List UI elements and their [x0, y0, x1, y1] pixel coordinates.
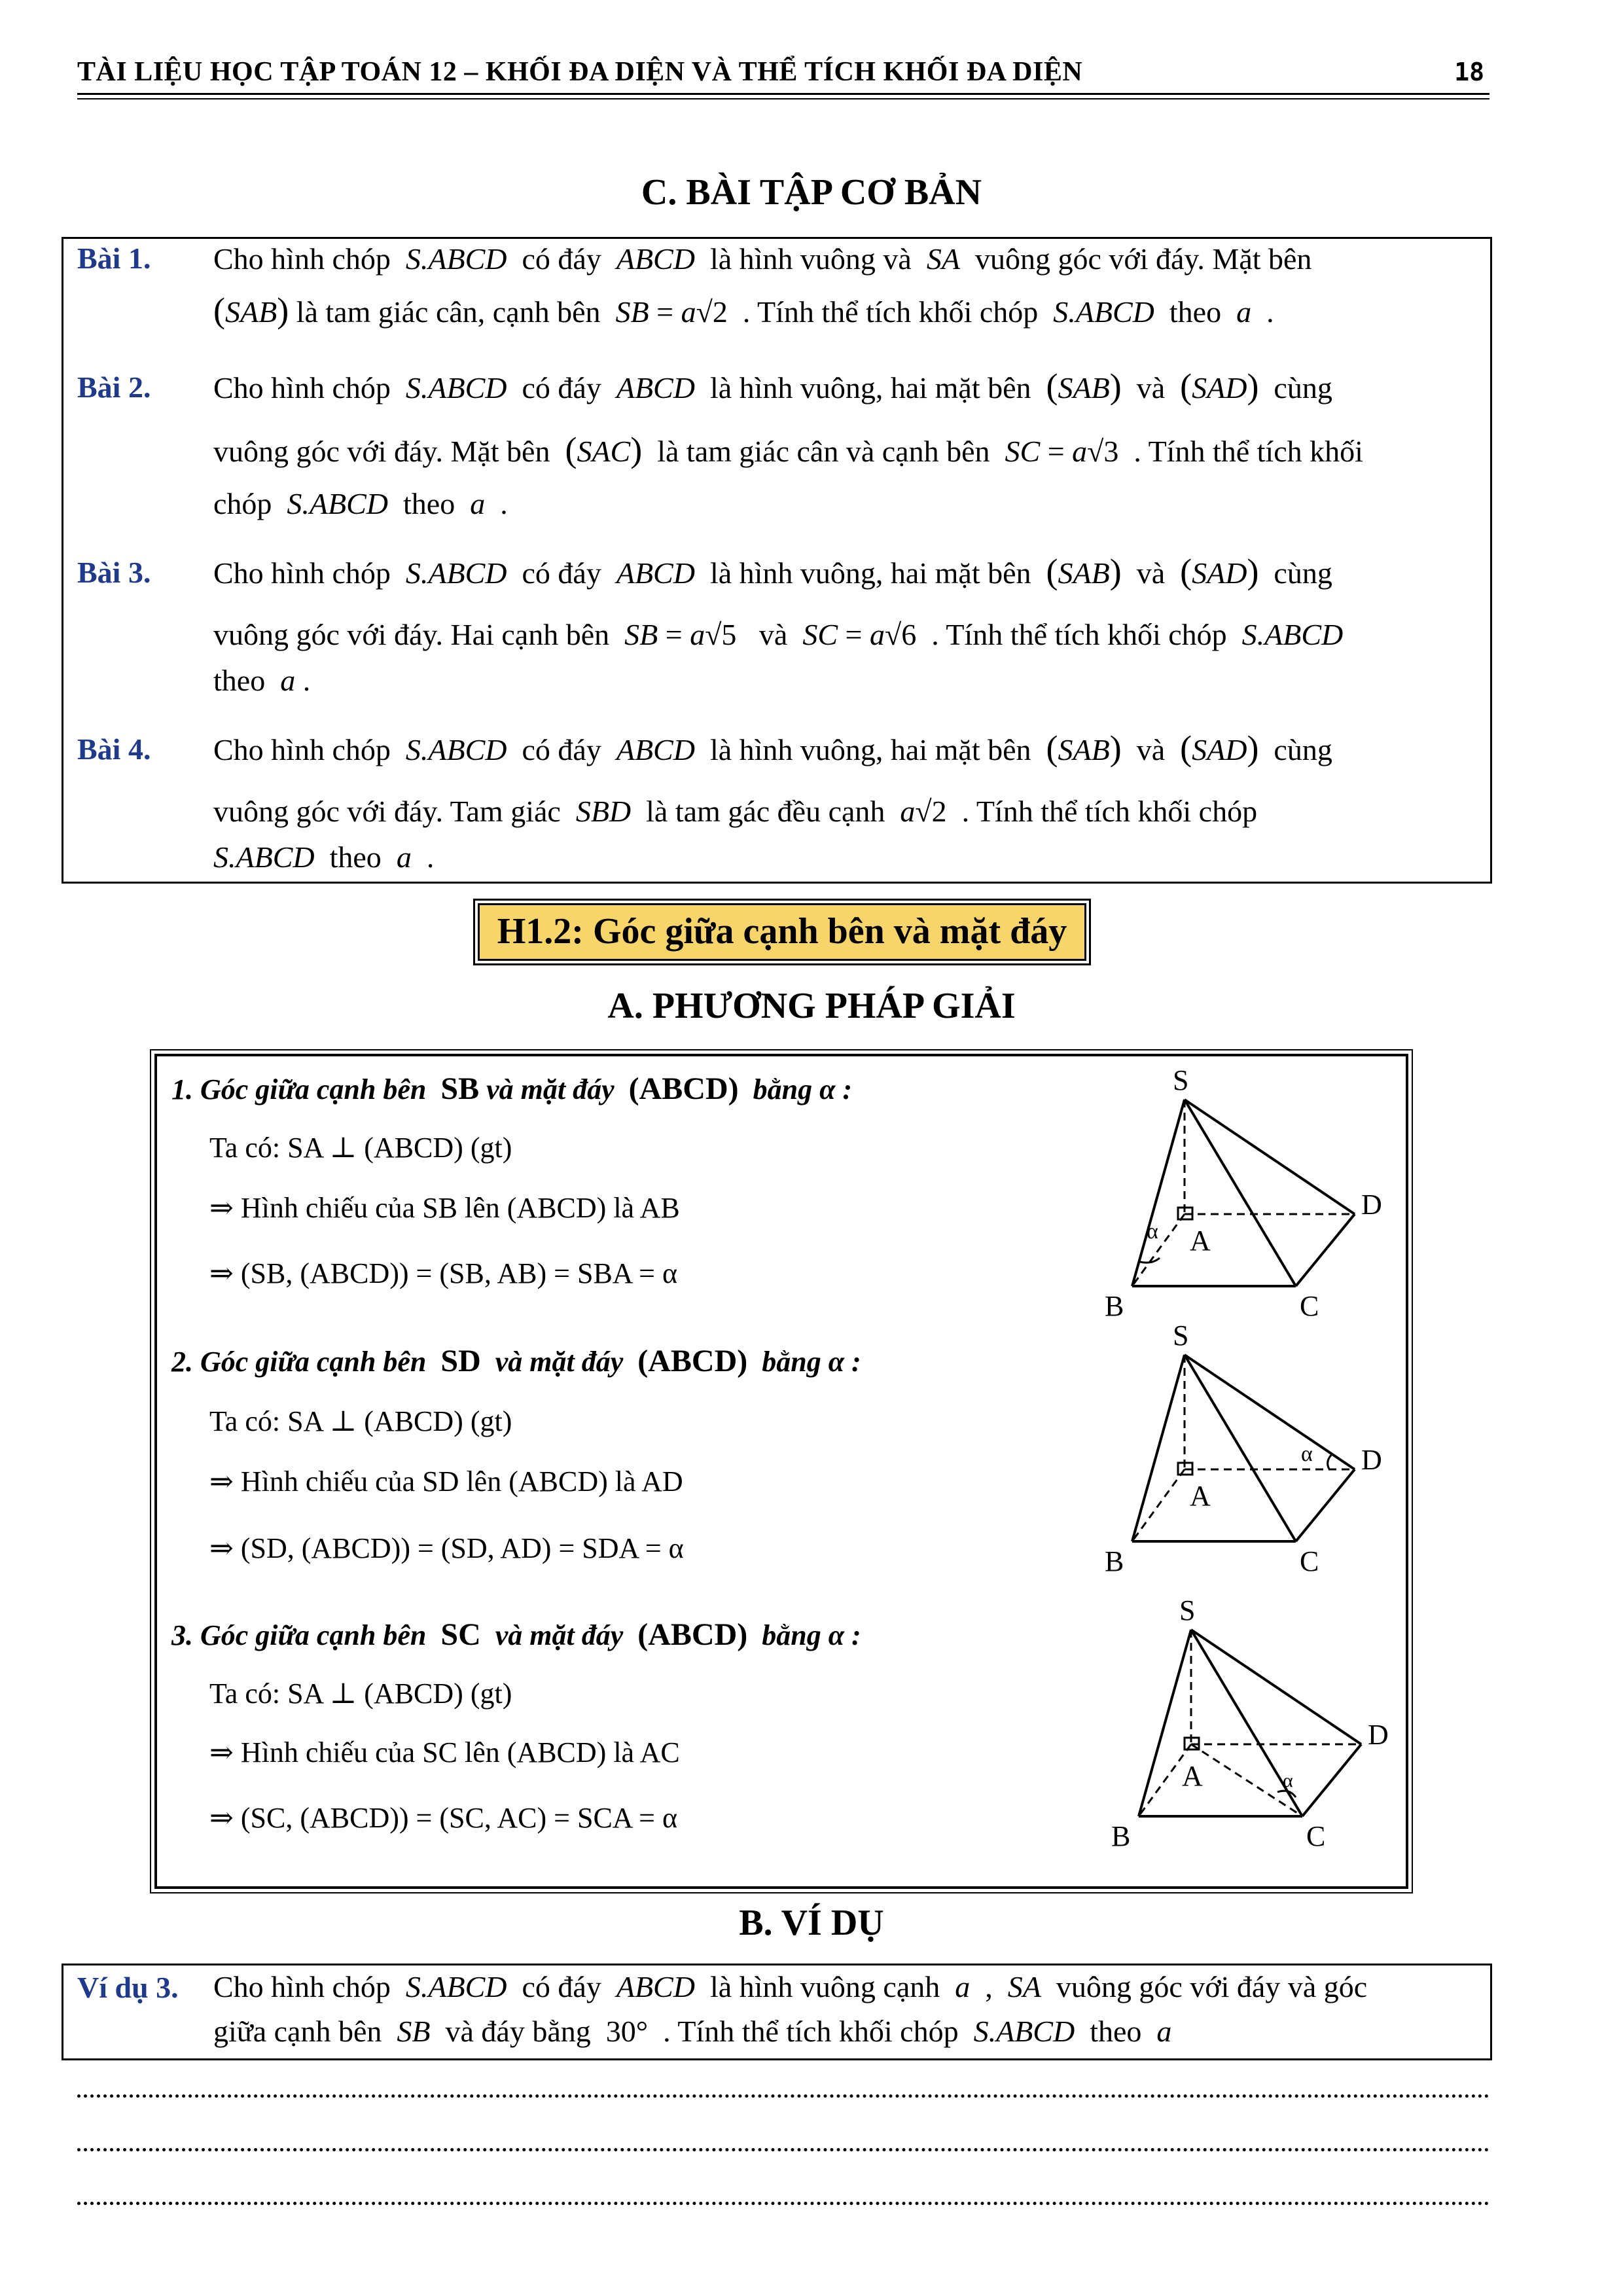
header-title: TÀI LIỆU HỌC TẬP TOÁN 12 – KHỐI ĐA DIỆN VÀ THỂ TÍCH KHỐI ĐA DIỆN [77, 57, 1083, 87]
pyramid-figure-2 [1099, 1309, 1407, 1590]
fig1-label-d: D [1361, 1189, 1382, 1221]
exercise-1-text: Cho hình chóp S.ABCD có đáy ABCD là hình vuông và SA vuông góc với đáy. Mặt bên (SAB) là tam giác cân, cạnh bên SB = a√2 . Tính thể tích khối chóp S.ABCD theo a . [213, 242, 1312, 330]
fig3-label-s: S [1179, 1594, 1196, 1626]
fig2-label-a: A [1190, 1480, 1211, 1512]
page-number: 18 [1454, 58, 1484, 86]
method-1-line-3: ⇒ (SB, (ABCD)) = (SB, AB) = SBA = α [209, 1257, 678, 1289]
answer-line-1 [77, 2094, 1489, 2098]
method-1-line-1: Ta có: SA ⊥ (ABCD) (gt) [209, 1132, 512, 1164]
example-text: Cho hình chóp S.ABCD có đáy ABCD là hình vuông cạnh a , SA vuông góc với đáy và góc giữa cạnh bên SB và đáy bằng 30° . Tính thể tích khối chóp S.ABCD theo a [213, 1970, 1368, 2048]
fig2-label-d: D [1361, 1444, 1382, 1476]
pyramid-figure-3 [1106, 1584, 1414, 1865]
fig3-label-a: A [1182, 1760, 1203, 1792]
fig1-label-alpha: α [1147, 1219, 1158, 1244]
header-rule [77, 93, 1489, 95]
section-c-heading: C. BÀI TẬP CƠ BẢN [641, 172, 982, 213]
fig1-label-c: C [1300, 1290, 1319, 1322]
exercise-1-label: Bài 1. [77, 242, 151, 275]
answer-line-2 [77, 2148, 1489, 2151]
section-b-heading: B. VÍ DỤ [739, 1903, 884, 1943]
fig3-label-b: B [1111, 1820, 1131, 1852]
method-2-title: 2. Góc giữa cạnh bên SD và mặt đáy (ABCD) bằng α : [171, 1344, 861, 1378]
page-header [77, 56, 1489, 96]
fig1-label-b: B [1105, 1290, 1124, 1322]
method-2-line-2: ⇒ Hình chiếu của SD lên (ABCD) là AD [209, 1465, 683, 1498]
exercise-2-text: Cho hình chóp S.ABCD có đáy ABCD là hình vuông, hai mặt bên (SAB) và (SAD) cùng vuông góc với đáy. Mặt bên (SAC) là tam giác cân và cạnh bên SC = a√3 . Tính thể tích khối chóp S.ABCD theo a . [213, 367, 1363, 520]
pyramid-figure-1 [1099, 1054, 1407, 1335]
fig2-label-b: B [1105, 1545, 1124, 1577]
fig1-label-a: A [1190, 1225, 1211, 1257]
fig2-label-c: C [1300, 1545, 1319, 1577]
exercise-3-label: Bài 3. [77, 556, 151, 589]
method-3-line-3: ⇒ (SC, (ABCD)) = (SC, AC) = SCA = α [209, 1802, 678, 1834]
header-rule-thin [77, 98, 1489, 99]
example-label: Ví dụ 3. [77, 1971, 179, 2004]
exercise-3-text: Cho hình chóp S.ABCD có đáy ABCD là hình vuông, hai mặt bên (SAB) và (SAD) cùng vuông góc với đáy. Hai cạnh bên SB = a√5 và SC = a√6 . Tính thể tích khối chóp S.ABCD theo a . [213, 552, 1344, 697]
method-1-title: 1. Góc giữa cạnh bên SB và mặt đáy (ABCD) bằng α : [171, 1071, 853, 1106]
method-1-line-2: ⇒ Hình chiếu của SB lên (ABCD) là AB [209, 1192, 680, 1224]
answer-line-3 [77, 2202, 1489, 2205]
fig2-label-alpha: α [1301, 1442, 1313, 1466]
exercise-2-label: Bài 2. [77, 370, 151, 404]
fig3-label-c: C [1306, 1820, 1326, 1852]
fig3-label-d: D [1368, 1719, 1389, 1751]
method-3-line-2: ⇒ Hình chiếu của SC lên (ABCD) là AC [209, 1736, 680, 1768]
method-2-line-1: Ta có: SA ⊥ (ABCD) (gt) [209, 1405, 512, 1437]
exercise-4-text: Cho hình chóp S.ABCD có đáy ABCD là hình vuông, hai mặt bên (SAB) và (SAD) cùng vuông góc với đáy. Tam giác SBD là tam gác đều cạnh a√2 . Tính thể tích khối chóp S.ABCD theo a . [213, 728, 1332, 874]
fig1-label-s: S [1173, 1064, 1189, 1096]
exercise-4-label: Bài 4. [77, 732, 151, 766]
method-3-line-1: Ta có: SA ⊥ (ABCD) (gt) [209, 1677, 512, 1710]
section-a-heading: A. PHƯƠNG PHÁP GIẢI [607, 986, 1016, 1026]
fig3-label-alpha: α [1283, 1770, 1293, 1791]
fig2-label-s: S [1173, 1319, 1189, 1352]
method-3-title: 3. Góc giữa cạnh bên SC và mặt đáy (ABCD) bằng α : [171, 1617, 861, 1652]
topic-banner: H1.2: Góc giữa cạnh bên và mặt đáy [478, 903, 1086, 961]
method-2-line-3: ⇒ (SD, (ABCD)) = (SD, AD) = SDA = α [209, 1532, 684, 1564]
